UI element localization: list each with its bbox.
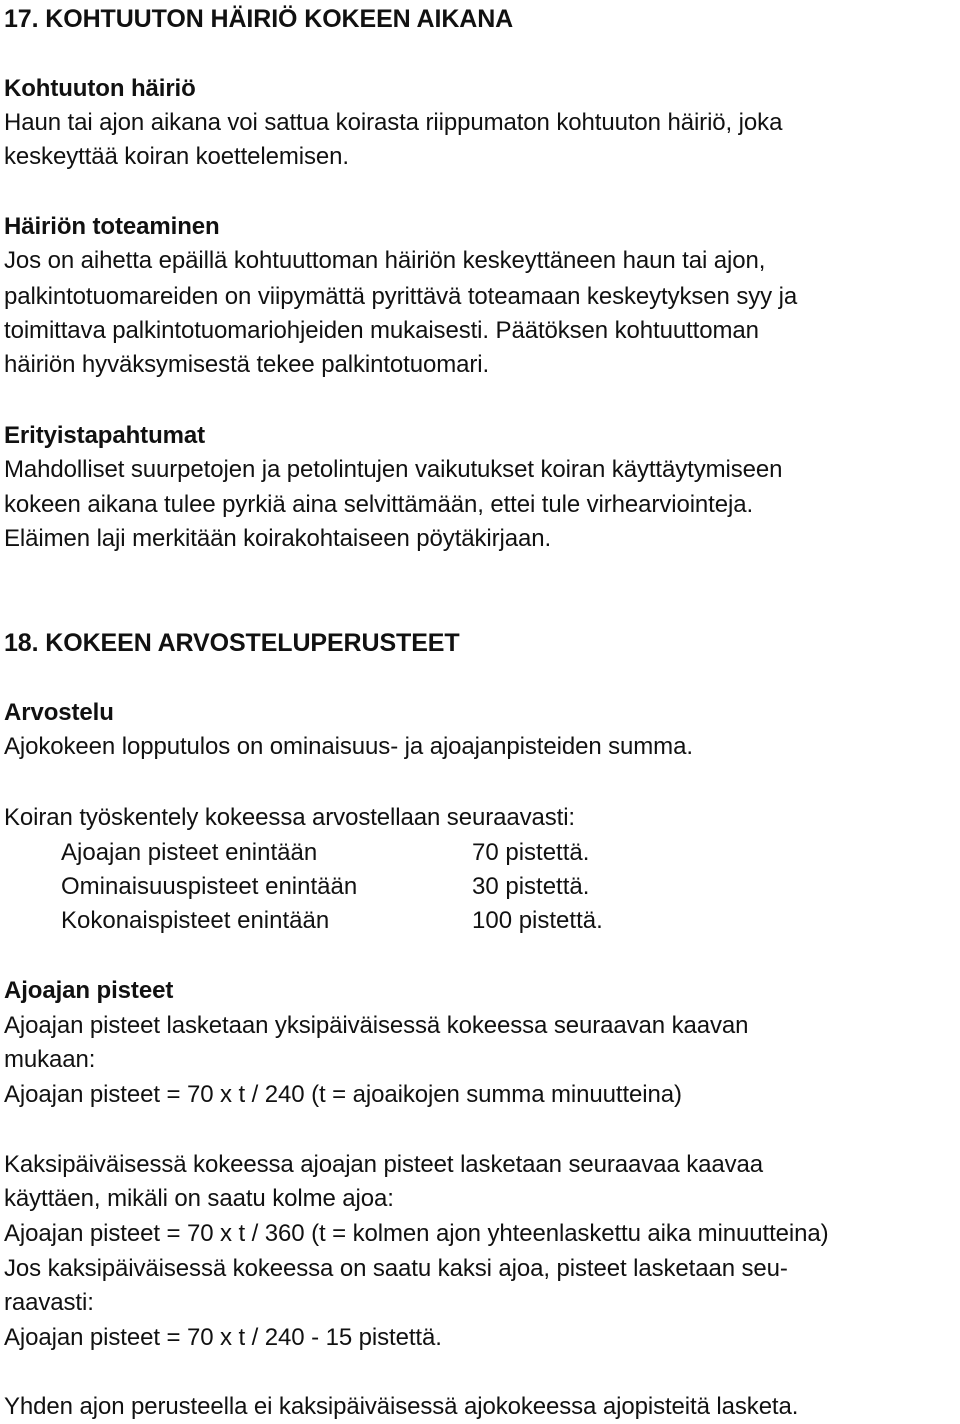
- ajoajan-heading: Ajoajan pisteet: [4, 977, 174, 1004]
- score-value-ominaisuus: 30 pistettä.: [472, 873, 590, 900]
- erityis-line-1: Mahdolliset suurpetojen ja petolintujen vaikutukset koiran käyttäytymiseen: [4, 456, 783, 483]
- score-value-ajoaika: 70 pistettä.: [472, 839, 590, 866]
- score-label-ominaisuus: Ominaisuuspisteet enintään: [61, 873, 358, 900]
- toteaminen-line-3: toimittava palkintotuomariohjeiden mukaisesti. Päätöksen kohtuuttoman: [4, 317, 759, 344]
- score-value-kokonais: 100 pistettä.: [472, 907, 603, 934]
- toteaminen-line-2: palkintotuomareiden on viipymättä pyrittävä toteamaan keskeytyksen syy ja: [4, 283, 798, 310]
- scoring-intro: Koiran työskentely kokeessa arvostellaan seuraavasti:: [4, 804, 576, 831]
- ajoajan-para2-line-5: raavasti:: [4, 1289, 94, 1316]
- ajoajan-para2-line-2: käyttäen, mikäli on saatu kolme ajoa:: [4, 1185, 394, 1212]
- ajoajan-line-1: Ajoajan pisteet lasketaan yksipäiväisessä kokeessa seuraavan kaavan: [4, 1012, 749, 1039]
- toteaminen-line-4: häiriön hyväksymisestä tekee palkintotuomari.: [4, 351, 490, 378]
- section-18-title: 18. KOKEEN ARVOSTELUPERUSTEET: [4, 629, 460, 657]
- score-label-kokonais: Kokonaispisteet enintään: [61, 907, 330, 934]
- erityis-line-3: Eläimen laji merkitään koirakohtaiseen pöytäkirjaan.: [4, 525, 552, 552]
- ajoajan-formula-3: Ajoajan pisteet = 70 x t / 240 - 15 pistettä.: [4, 1324, 442, 1351]
- ajoajan-para2-line-1: Kaksipäiväisessä kokeessa ajoajan pisteet lasketaan seuraavaa kaavaa: [4, 1151, 764, 1178]
- erityis-heading: Erityistapahtumat: [4, 422, 206, 449]
- arvostelu-heading: Arvostelu: [4, 699, 114, 726]
- arvostelu-line-1: Ajokokeen lopputulos on ominaisuus- ja ajoajanpisteiden summa.: [4, 733, 693, 760]
- ajoajan-final-line: Yhden ajon perusteella ei kaksipäiväisessä ajokokeessa ajopisteitä lasketa.: [4, 1393, 799, 1420]
- ajoajan-formula-1: Ajoajan pisteet = 70 x t / 240 (t = ajoaikojen summa minuutteina): [4, 1081, 682, 1108]
- toteaminen-line-1: Jos on aihetta epäillä kohtuuttoman häiriön keskeyttäneen haun tai ajon,: [4, 247, 766, 274]
- erityis-line-2: kokeen aikana tulee pyrkiä aina selvittämään, ettei tule virhearviointeja.: [4, 491, 754, 518]
- kohtuuton-line-1: Haun tai ajon aikana voi sattua koirasta riippumaton kohtuuton häiriö, joka: [4, 109, 783, 136]
- ajoajan-formula-2: Ajoajan pisteet = 70 x t / 360 (t = kolmen ajon yhteenlaskettu aika minuutteina): [4, 1220, 829, 1247]
- ajoajan-line-2: mukaan:: [4, 1046, 96, 1073]
- kohtuuton-line-2: keskeyttää koiran koettelemisen.: [4, 143, 349, 170]
- kohtuuton-heading: Kohtuuton häiriö: [4, 75, 196, 102]
- section-17-title: 17. KOHTUUTON HÄIRIÖ KOKEEN AIKANA: [4, 5, 514, 33]
- toteaminen-heading: Häiriön toteaminen: [4, 213, 220, 240]
- score-label-ajoaika: Ajoajan pisteet enintään: [61, 839, 318, 866]
- ajoajan-para2-line-4: Jos kaksipäiväisessä kokeessa on saatu kaksi ajoa, pisteet lasketaan seu-: [4, 1255, 788, 1282]
